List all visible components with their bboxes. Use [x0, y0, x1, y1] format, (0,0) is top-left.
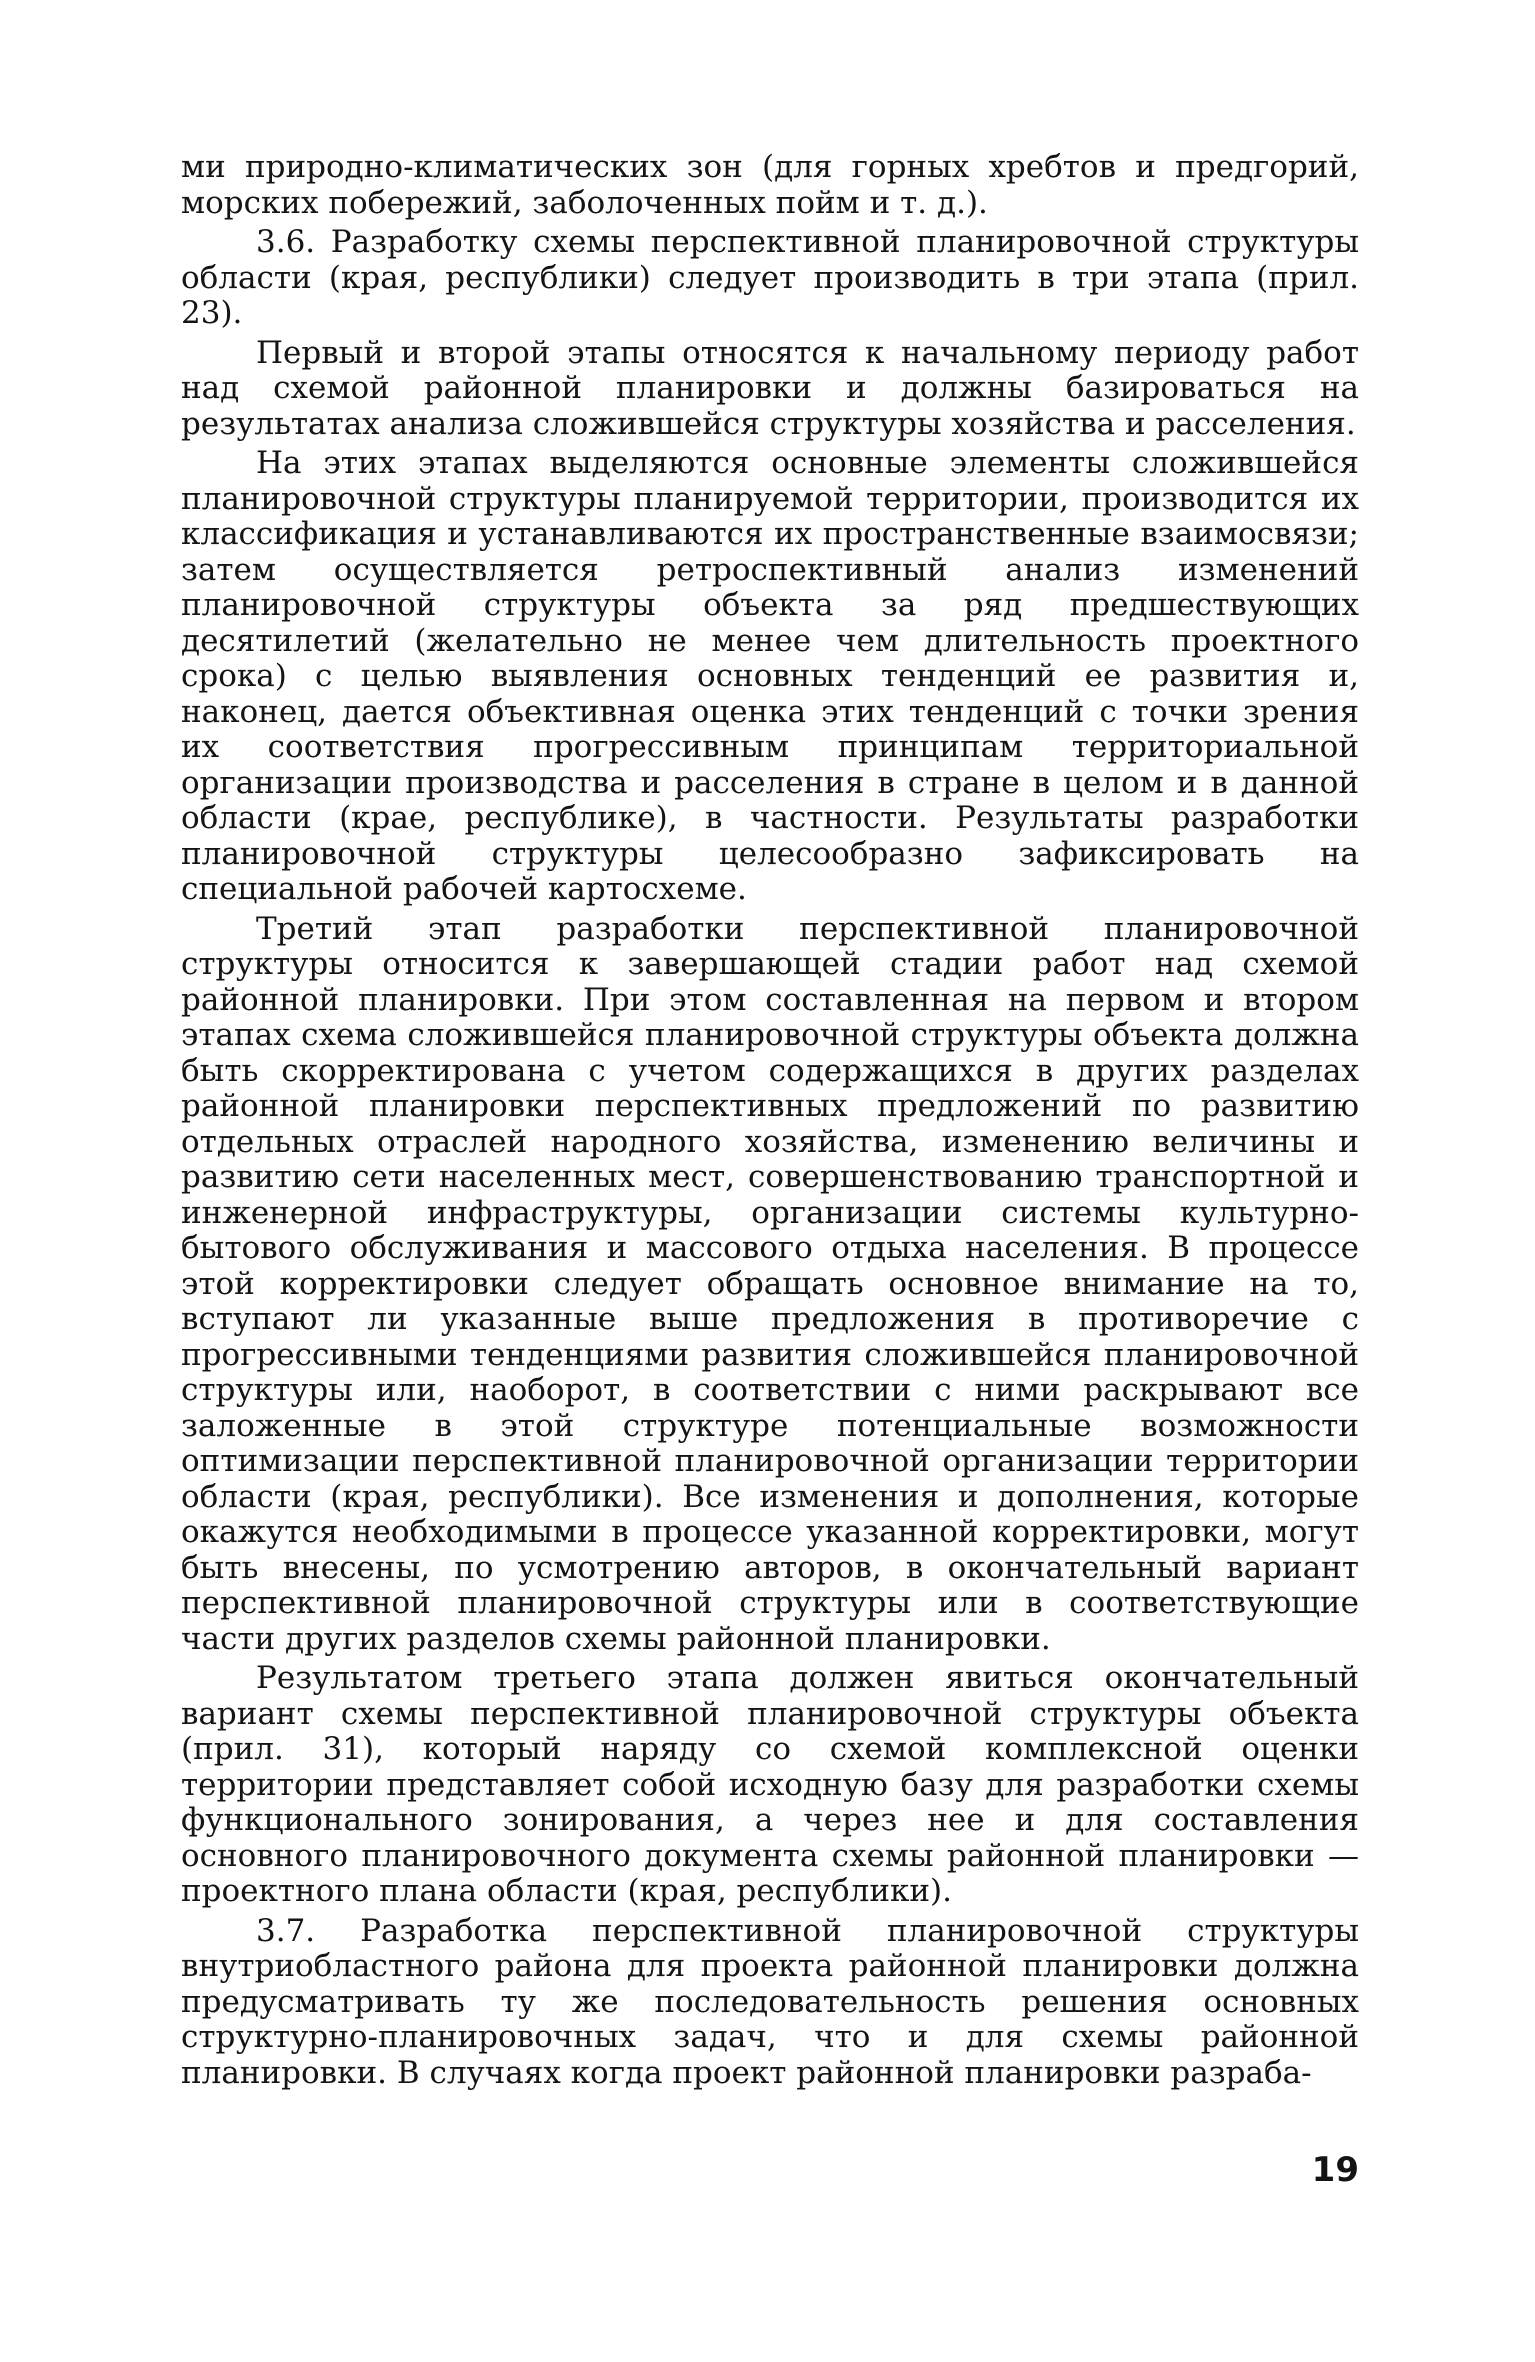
paragraph-section-3-7: 3.7. Разработка перспективной планировочной структуры внутриобластного района для проекта районной планировки должна предусматривать ту же последовательность решения основных структурно-планировочных задач, что и для схемы районной планировки. В случаях когда проект районной планировки разраба- [181, 1912, 1359, 2091]
page-text-block [181, 150, 1359, 2091]
paragraph-continuation: ми природно-климатических зон (для горных хребтов и предгорий, морских побережий, заболоченных пойм и т. д.). [181, 149, 1359, 221]
paragraph-stage-three: Третий этап разработки перспективной планировочной структуры относится к завершающей стадии работ над схемой районной планировки. При этом составленная на первом и втором этапах схема сложившейся планировочной структуры объекта должна быть скорректирована с учетом содержащихся в других разделах районной планировки перспективных предложений по развитию отдельных отраслей народного хозяйства, изменению величины и развитию сети населенных мест, совершенствованию транспортной и инженерной инфраструктуры, организации системы культурно-бытового обслуживания и массового отдыха населения. В процессе этой корректировки следует обращать основное внимание на то, вступают ли указанные выше предложения в противоречие с прогрессивными тенденциями развития сложившейся планировочной структуры или, наоборот, в соответствии с ними раскрывают все заложенные в этой структуре потенциальные возможности оптимизации перспективной планировочной организации территории области (края, республики). Все изменения и дополнения, которые окажутся необходимыми в процессе указанной корректировки, могут быть внесены, по усмотрению авторов, в окончательный вариант перспективной планировочной структуры или в соответствующие части других разделов схемы районной планировки. [181, 910, 1359, 1657]
paragraph-stages-one-two: Первый и второй этапы относятся к начальному периоду работ над схемой районной планировки и должны базироваться на результатах анализа сложившейся структуры хозяйства и расселения. [181, 334, 1359, 442]
paragraph-stage-three-result: Результатом третьего этапа должен явиться окончательный вариант схемы перспективной планировочной структуры объекта (прил. 31), который наряду со схемой комплексной оценки территории представляет собой исходную базу для разработки схемы функционального зонирования, а через нее и для составления основного планировочного документа схемы районной планировки — проектного плана области (края, республики). [181, 1660, 1359, 1909]
paragraph-section-3-6: 3.6. Разработку схемы перспективной планировочной структуры области (края, республики) следует производить в три этапа (прил. 23). [181, 224, 1359, 331]
paragraph-stage-elements: На этих этапах выделяются основные элементы сложившейся планировочной структуры планируемой территории, производится их классификация и устанавливаются их пространственные взаимосвязи; затем осуществляется ретроспективный анализ изменений планировочной структуры объекта за ряд предшествующих десятилетий (желательно не менее чем длительность проектного срока) с целью выявления основных тенденций ее развития и, наконец, дается объективная оценка этих тенденций с точки зрения их соответствия прогрессивным принципам территориальной организации производства и расселения в стране в целом и в данной области (крае, республике), в частности. Результаты разработки планировочной структуры целесообразно зафиксировать на специальной рабочей картосхеме. [181, 445, 1359, 907]
page-number: 19 [1311, 2150, 1359, 2190]
